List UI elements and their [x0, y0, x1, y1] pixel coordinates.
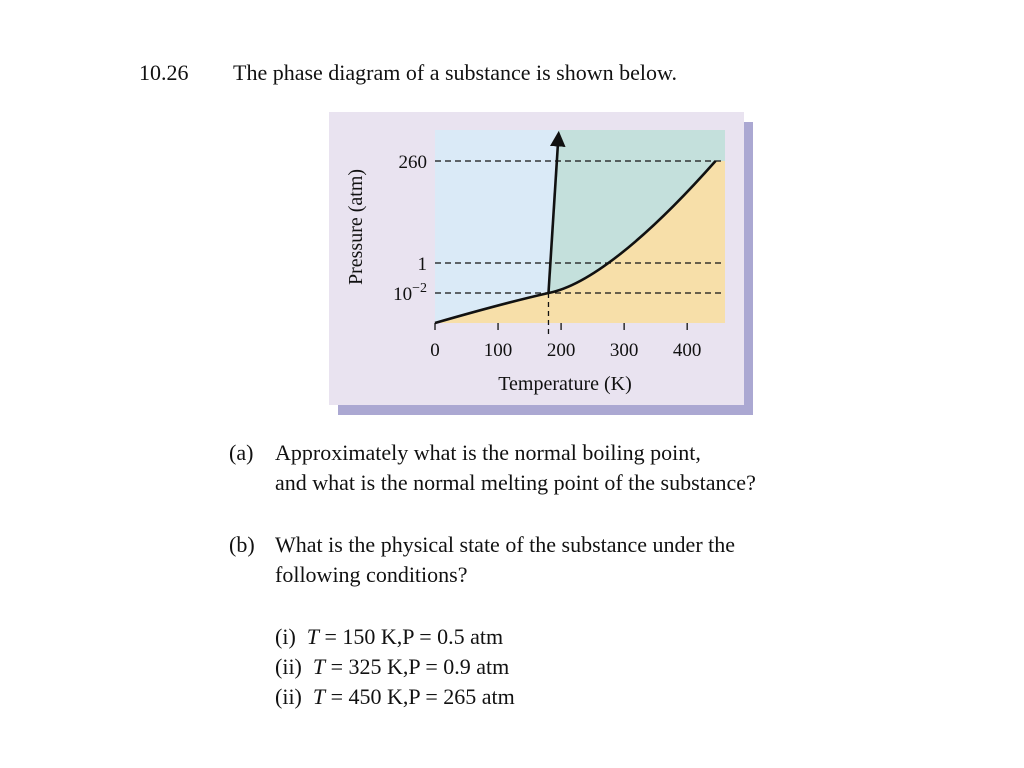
y-tick-label: 260 — [398, 152, 427, 173]
condition-text: = 150 K,P = 0.5 atm — [319, 624, 504, 649]
condition-variable: T — [306, 624, 320, 649]
condition-ii — [275, 652, 756, 682]
question-header — [139, 58, 677, 88]
spacer — [229, 498, 756, 530]
spacer — [229, 590, 756, 622]
x-tick-label: 0 — [430, 340, 440, 361]
condition-text: = 450 K,P = 265 atm — [325, 684, 515, 709]
x-axis-label: Temperature (K) — [498, 373, 632, 395]
y-tick-label: $10^{-2}$ — [393, 281, 427, 305]
part-b — [229, 530, 756, 590]
x-tick-label: 300 — [609, 340, 639, 361]
condition-label: (ii) — [275, 684, 302, 709]
x-tick-label: 200 — [546, 340, 576, 361]
y-tick-label: 1 — [417, 254, 427, 275]
phase-diagram-figure — [329, 112, 753, 415]
condition-i — [275, 622, 756, 652]
condition-variable: T — [312, 684, 326, 709]
question-stem: The phase diagram of a substance is shown below. — [233, 60, 677, 85]
part-a — [229, 438, 756, 498]
part-b-line-2: following conditions? — [275, 562, 468, 587]
x-tick-label: 400 — [672, 340, 702, 361]
part-b-label: (b) — [229, 532, 255, 557]
conditions-list — [229, 622, 756, 712]
condition-label: (i) — [275, 624, 296, 649]
part-b-line-1: What is the physical state of the substance under the — [275, 532, 736, 557]
condition-label: (ii) — [275, 654, 302, 679]
condition-variable: T — [312, 654, 326, 679]
part-a-line-2: and what is the normal melting point of the substance? — [275, 470, 756, 495]
y-axis-label: Pressure (atm) — [345, 168, 367, 286]
part-a-line-1: Approximately what is the normal boiling point, — [275, 440, 701, 465]
question-number: 10.26 — [139, 60, 189, 85]
part-a-label: (a) — [229, 440, 254, 465]
x-tick-label: 100 — [483, 340, 513, 361]
question-parts — [229, 438, 756, 712]
phase-diagram-chart — [329, 112, 753, 415]
condition-iii — [275, 682, 756, 712]
condition-text: = 325 K,P = 0.9 atm — [325, 654, 510, 679]
